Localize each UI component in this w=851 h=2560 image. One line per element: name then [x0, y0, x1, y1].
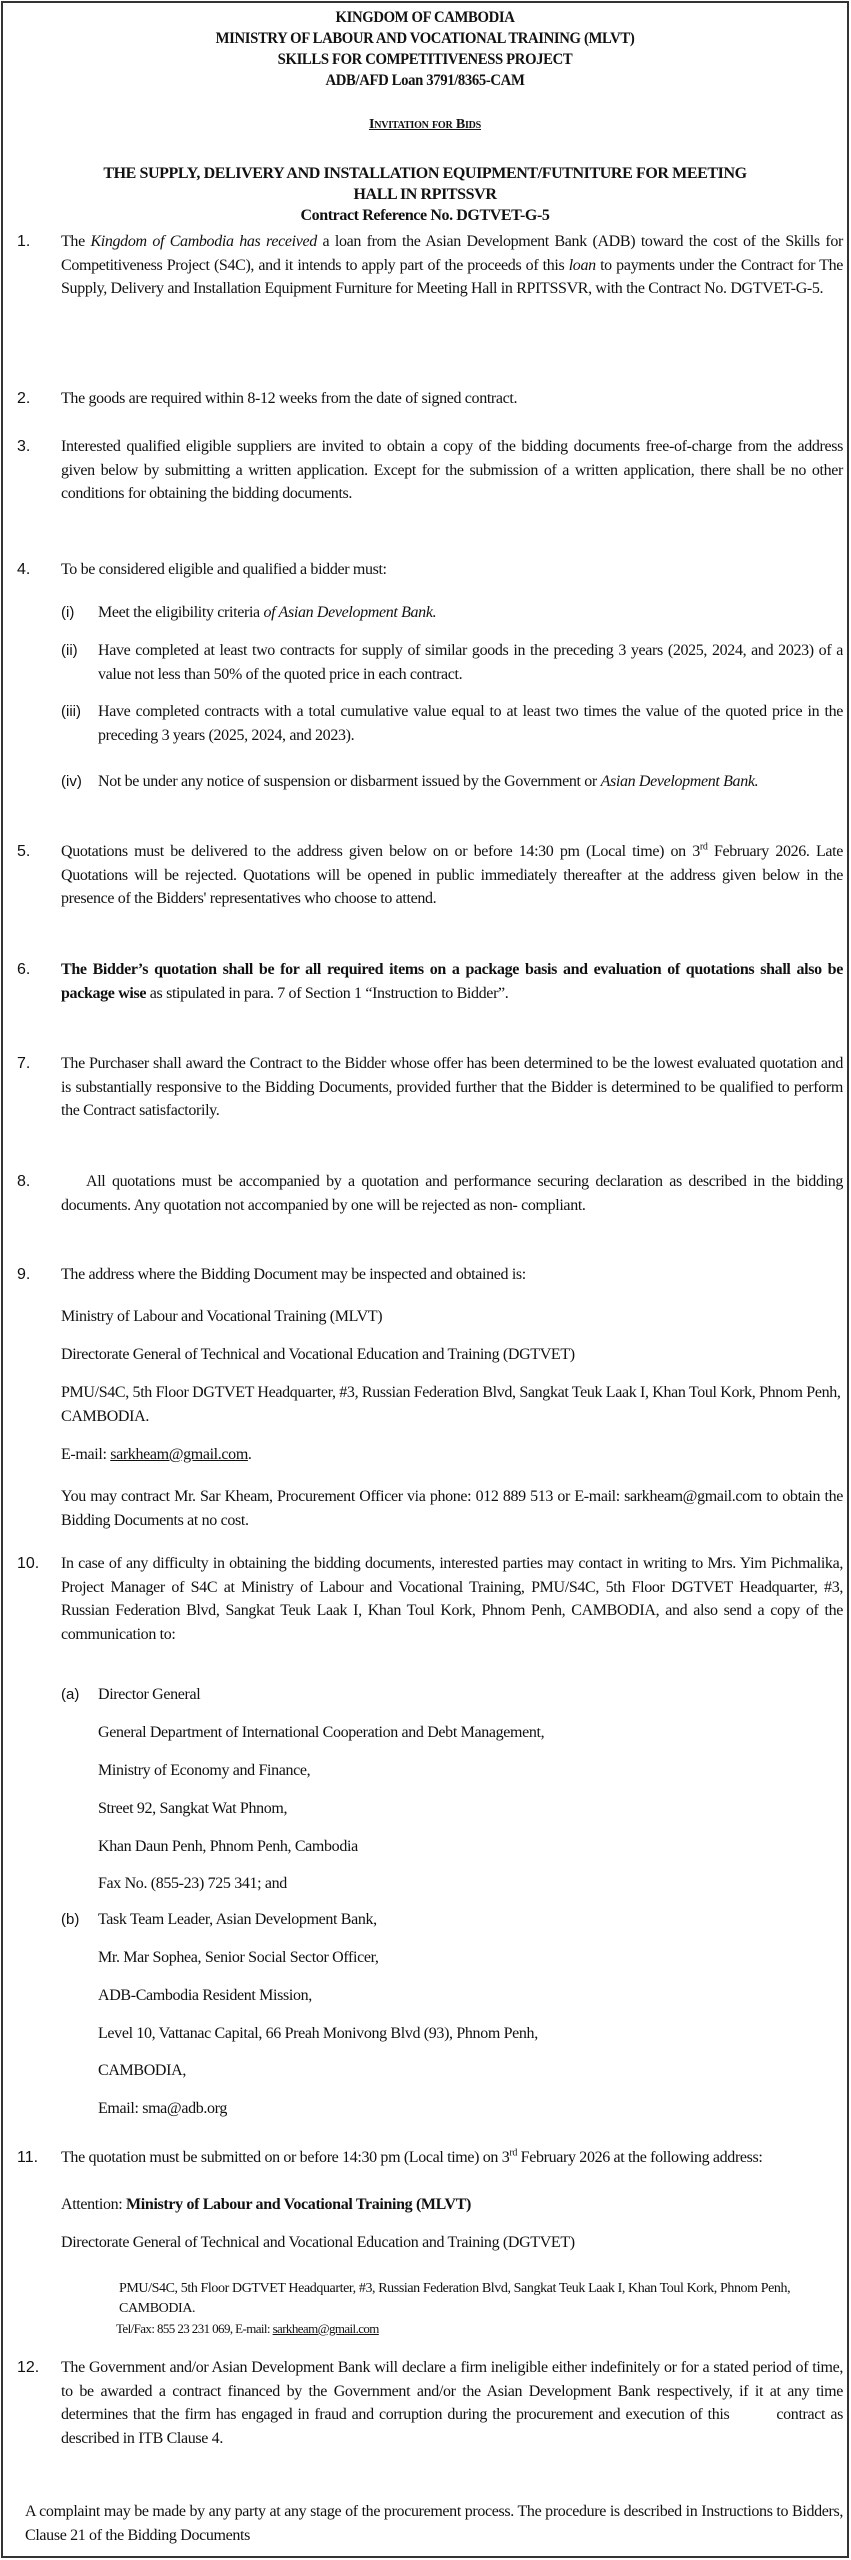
p9-email-suffix: .: [247, 1446, 252, 1463]
para-5-text-b: February 2026. Late Quotations will be rejected. Quotations will be opened in public immediately thereafter at the address given below in the presence of the Bidders' representatives who choose to attend.: [61, 843, 843, 907]
para-5-ordinal: rd: [699, 841, 708, 853]
para-3: Interested qualified eligible suppliers are invited to obtain a copy of the bidding documents free-of-charge from the address given below by submitting a written application. Except for the submission of a written application, there shall be no other conditions for obtaining the bidding documents.: [61, 438, 843, 502]
para-1-text-a: The: [61, 233, 91, 250]
para-10: In case of any difficulty in obtaining the bidding documents, interested parties may contact in writing to Mrs. Yim Pichmalika, Project Manager of S4C at Ministry of Labour and Vocational Training, PMU/S4C, 5th Floor DGTVET Headquarter, #3, Russian Federation Blvd, Sangkat Teuk Laak I, Khan Toul Kork, Phnom Penh, CAMBODIA, and also send a copy of the communication to:: [61, 1555, 843, 1643]
criteria-i: [98, 601, 843, 625]
header-loan: ADB/AFD Loan 3791/8365-CAM: [325, 72, 525, 89]
para-9: The address where the Bidding Document may be inspected and obtained is:: [61, 1266, 526, 1283]
p11-tel-label: Tel/Fax: 855 23 231 069, E-mail:: [116, 2321, 273, 2336]
para-6-bold-text: The Bidder’s quotation shall be for all required items on a package basis and evaluation of quotations shall also be package wise: [61, 961, 843, 1002]
para-11-number: 11.: [17, 2149, 39, 2166]
criteria-ii-label: (ii): [61, 642, 78, 659]
header-project: SKILLS FOR COMPETITIVENESS PROJECT: [277, 51, 573, 68]
para-1: [61, 230, 843, 301]
para-6: [61, 958, 843, 1005]
para-7: The Purchaser shall award the Contract to the Bidder whose offer has been determined to be the lowest evaluated quotation and is substantially responsive to the Bidding Documents, provided further that the Bidder is determined to be qualified to perform the Contract satisfactorily.: [61, 1055, 843, 1119]
para-11-text-b: February 2026 at the following address:: [517, 2149, 763, 2166]
criteria-iii-label: (iii): [61, 703, 81, 720]
recipient-a-label: (a): [61, 1686, 80, 1703]
para-1-text-c: to payments under the Contract for The Supply, Delivery and Installation Equipment Furniture for Meeting Hall in RPITSSVR, with the Contract No. DGTVET-G-5.: [61, 256, 843, 297]
para-11-ordinal: rd: [509, 2147, 518, 2159]
header-country: KINGDOM OF CAMBODIA: [335, 9, 515, 26]
title-line-1: THE SUPPLY, DELIVERY AND INSTALLATION EQUIPMENT/FUTNITURE FOR MEETING: [103, 165, 747, 182]
para-1-number: 1.: [17, 233, 31, 250]
recipient-a-line-3: Ministry of Economy and Finance,: [98, 1762, 311, 1779]
criteria-iii: Have completed contracts with a total cumulative value equal to at least two times the value of the quoted price in the preceding 3 years (2025, 2024, and 2023).: [98, 703, 843, 744]
procurement-title: [3, 163, 847, 226]
criteria-iv: [98, 770, 843, 794]
recipient-a-line-1: Director General: [98, 1686, 201, 1703]
para-8-number: 8.: [17, 1173, 31, 1190]
p9-address-ministry: Ministry of Labour and Vocational Training (MLVT): [61, 1308, 383, 1325]
criteria-i-text: Meet the eligibility criteria: [98, 604, 264, 621]
recipient-b-label: (b): [61, 1911, 80, 1928]
p11-email-link[interactable]: sarkheam@gmail.com: [272, 2321, 379, 2336]
criteria-i-label: (i): [61, 604, 75, 621]
criteria-i-italic: of Asian Development Bank.: [263, 604, 437, 621]
para-10-number: 10.: [17, 1555, 40, 1572]
para-4: To be considered eligible and qualified a bidder must:: [61, 561, 387, 578]
recipient-b-line-2: Mr. Mar Sophea, Senior Social Sector Officer,: [98, 1949, 379, 1966]
para-1-text-b: a loan from the Asian Development Bank (ADB) toward the cost of the Skills for Competitiveness Project (S4C), and it intends to apply part of the proceeds of this: [61, 233, 843, 274]
p11-attention: [61, 2193, 843, 2217]
p9-contact: You may contract Mr. Sar Kheam, Procurement Officer via phone: 012 889 513 or E-mail: sarkheam@gmail.com to obtain the Bidding Documents at no cost.: [61, 1488, 843, 1529]
criteria-ii: Have completed at least two contracts for supply of similar goods in the preceding 3 years (2025, 2024, and 2023) of a value not less than 50% of the quoted price in each contract.: [98, 642, 843, 683]
contract-reference: Contract Reference No. DGTVET-G-5: [300, 207, 550, 224]
criteria-iv-label: (iv): [61, 773, 82, 790]
recipient-b-line-3: ADB-Cambodia Resident Mission,: [98, 1987, 312, 2004]
para-6-number: 6.: [17, 961, 31, 978]
p9-email-line: [61, 1443, 843, 1467]
p11-tel-email: [116, 2320, 379, 2338]
para-5-text-a: Quotations must be delivered to the address given below on or before 14:30 pm (Local time) on 3: [61, 843, 700, 860]
criteria-iv-italic: Asian Development Bank.: [600, 773, 759, 790]
p11-attention-ministry: Ministry of Labour and Vocational Training (MLVT): [126, 2196, 472, 2213]
recipient-a-line-2: General Department of International Cooperation and Debt Management,: [98, 1724, 545, 1741]
recipient-b-email: Email: sma@adb.org: [98, 2100, 228, 2117]
document-page: [1, 1, 849, 2558]
para-9-number: 9.: [17, 1266, 31, 1283]
para-1-italic-b: loan: [568, 256, 596, 274]
para-4-number: 4.: [17, 561, 31, 578]
recipient-a-line-4: Street 92, Sangkat Wat Phnom,: [98, 1800, 288, 1817]
p9-email-label: E-mail:: [61, 1446, 111, 1463]
p11-directorate: Directorate General of Technical and Vocational Education and Training (DGTVET): [61, 2234, 575, 2251]
para-2: The goods are required within 8-12 weeks from the date of signed contract.: [61, 390, 518, 407]
invitation-for-bids-heading: Invitation for Bids: [368, 117, 482, 132]
complaint-note: A complaint may be made by any party at any stage of the procurement process. The procedure is described in Instructions to Bidders, Clause 21 of the Bidding Documents: [25, 2503, 843, 2544]
recipient-b-line-1: Task Team Leader, Asian Development Bank,: [98, 1911, 377, 1928]
p11-attention-label: Attention:: [61, 2196, 127, 2213]
criteria-iv-text: Not be under any notice of suspension or disbarment issued by the Government or: [98, 773, 601, 790]
p9-email-link[interactable]: sarkheam@gmail.com: [110, 1446, 248, 1463]
title-line-2: HALL IN RPITSSVR: [353, 186, 497, 203]
para-8: All quotations must be accompanied by a quotation and performance securing declaration as described in the bidding documents. Any quotation not accompanied by one will be rejected as non- compliant.: [61, 1173, 843, 1214]
para-11-text-a: The quotation must be submitted on or before 14:30 pm (Local time) on 3: [61, 2149, 510, 2166]
recipient-b-line-5: CAMBODIA,: [98, 2062, 186, 2079]
para-5: [61, 840, 843, 911]
para-2-number: 2.: [17, 390, 31, 407]
p9-address-street: PMU/S4C, 5th Floor DGTVET Headquarter, #3, Russian Federation Blvd, Sangkat Teuk Laak I, Khan Toul Kork, Phnom Penh, CAMBODIA.: [61, 1384, 841, 1425]
para-1-italic-a: Kingdom of Cambodia has received: [90, 233, 317, 250]
para-12: The Government and/or Asian Development Bank will declare a firm ineligible either indefinitely or for a stated period of time, to be awarded a contract financed by the Government and/or the Asian Development Bank respectively, if it at any time determines that the firm has engaged in fraud and corruption during the procurement and execution of this contract as described in ITB Clause 4.: [61, 2359, 847, 2447]
p9-address-directorate: Directorate General of Technical and Vocational Education and Training (DGTVET): [61, 1346, 575, 1363]
para-5-number: 5.: [17, 843, 31, 860]
para-6-text: as stipulated in para. 7 of Section 1 “Instruction to Bidder”.: [146, 984, 509, 1002]
para-12-number: 12.: [17, 2359, 40, 2376]
p11-address: PMU/S4C, 5th Floor DGTVET Headquarter, #3, Russian Federation Blvd, Sangkat Teuk Laak I, Khan Toul Kork, Phnom Penh, CAMBODIA.: [119, 2281, 791, 2316]
header-ministry: MINISTRY OF LABOUR AND VOCATIONAL TRAINING (MLVT): [215, 30, 635, 47]
para-3-number: 3.: [17, 438, 31, 455]
para-11: [61, 2146, 843, 2170]
recipient-b-line-4: Level 10, Vattanac Capital, 66 Preah Monivong Blvd (93), Phnom Penh,: [98, 2025, 538, 2042]
para-7-number: 7.: [17, 1055, 31, 1072]
document-header: [37, 7, 813, 91]
recipient-a-line-5: Khan Daun Penh, Phnom Penh, Cambodia: [98, 1838, 358, 1855]
recipient-a-line-6: Fax No. (855-23) 725 341; and: [98, 1875, 287, 1892]
